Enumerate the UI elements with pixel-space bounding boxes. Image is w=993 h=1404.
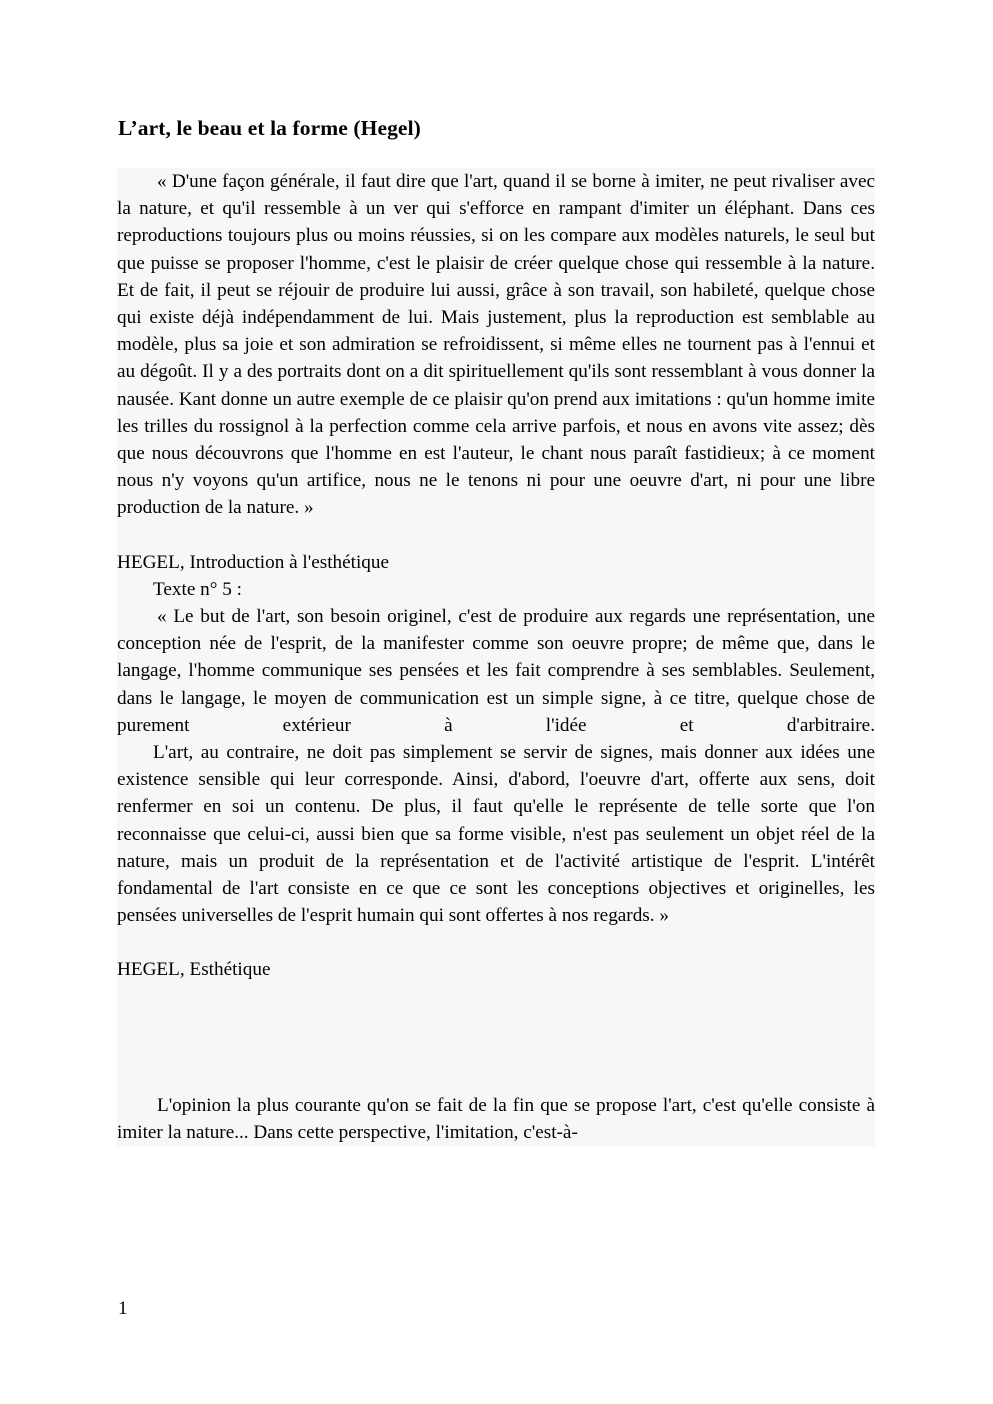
source-attribution-2: HEGEL, Esthétique [117, 959, 271, 981]
page-number: 1 [118, 1298, 128, 1319]
source-attribution-1: HEGEL, Introduction à l'esthétique [117, 551, 390, 573]
paragraph-spacer [117, 929, 875, 956]
texte-number-label: Texte n° 5 : [153, 578, 242, 600]
section-gap [117, 984, 875, 1092]
document-body [117, 168, 875, 1146]
paragraph-spacer [117, 522, 875, 549]
quote-paragraph-2a: « Le but de l'art, son besoin originel, c'est de produire aux regards une représentation, une conception née de l'esprit, de la manifester comme son oeuvre propre; de même que, dans le langage, l'homme communique ses pensées et les fait comprendre à ses semblables. Seulement, dans le langage, le moyen de communication est un simple signe, à ce titre, quelque chose de purement extérieur à l'idée et d'arbitraire. [117, 606, 875, 736]
page-title: L’art, le beau et la forme (Hegel) [118, 116, 421, 140]
quote-paragraph-2b: L'art, au contraire, ne doit pas simplement se servir de signes, mais donner aux idées une existence sensible qui leur corresponde. Ainsi, d'abord, l'oeuvre d'art, offerte aux sens, doit renfermer en soi un contenu. De plus, il faut qu'elle le représente de telle sorte que l'on reconnaisse que celui-ci, aussi bien que sa forme visible, n'est pas seulement un objet réel de la nature, mais un produit de la représentation et de l'activité artistique de l'esprit. L'intérêt fondamental de l'art consiste en ce que ce sont les conceptions objectives et originelles, les pensées universelles de l'esprit humain qui sont offertes à nos regards. » [117, 742, 875, 927]
quote-paragraph-1: « D'une façon générale, il faut dire que l'art, quand il se borne à imiter, ne peut rivaliser avec la nature, et qu'il ressemble à un ver qui s'efforce en rampant d'imiter un éléphant. Dans ces reproductions toujours plus ou moins réussies, si on les compare aux modèles naturels, le seul but que puisse se proposer l'homme, c'est le plaisir de créer quelque chose qui ressemble à la nature. Et de fait, il peut se réjouir de produire lui aussi, grâce à son travail, son habileté, quelque chose qui existe déjà indépendamment de lui. Mais justement, plus la reproduction est semblable au modèle, plus sa joie et son admiration se refroidissent, si même elles ne tournent pas à l'ennui et au dégoût. Il y a des portraits dont on a dit spirituellement qu'ils sont ressemblant à vous donner la nausée. Kant donne un autre exemple de ce plaisir qu'on prend aux imitations : qu'un homme imite les trilles du rossignol à la perfection comme cela arrive parfois, et nous en avons vite assez; dès que nous découvrons que l'homme en est l'auteur, le chant nous paraît fastidieux; à ce moment nous n'y voyons qu'un artifice, nous ne le tenons ni pour une oeuvre d'art, ni pour une libre production de la nature. » [117, 171, 875, 519]
quote-paragraph-3: L'opinion la plus courante qu'on se fait de la fin que se propose l'art, c'est qu'elle consiste à imiter la nature... Dans cette perspective, l'imitation, c'est-à- [117, 1094, 875, 1143]
